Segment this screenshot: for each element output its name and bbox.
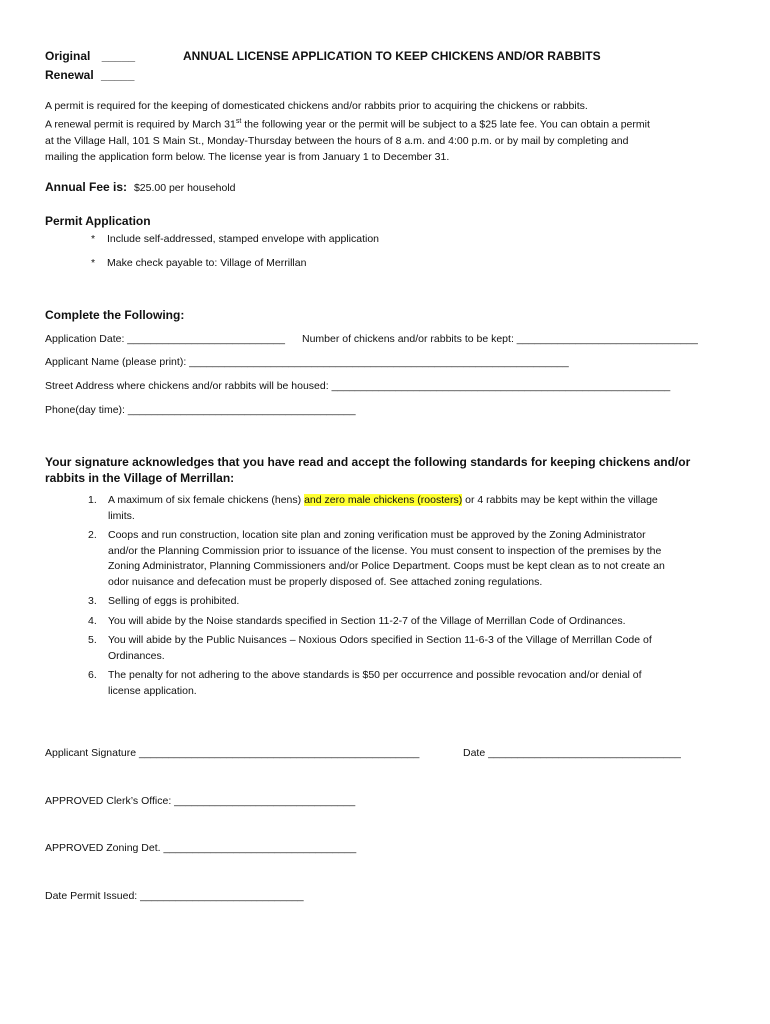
standard-item <box>88 528 728 590</box>
standard-item <box>88 493 728 524</box>
standard-item <box>88 594 728 610</box>
permit-item <box>91 233 379 245</box>
rule-5-line-1: You will abide by the Public Nuisances – Noxious Odors specified in Section 11-6-3 of the Village of Merrillan Code of <box>108 634 652 646</box>
item-number: 3. <box>88 595 97 607</box>
standard-item <box>88 614 728 630</box>
rule-1-text-b: or 4 rabbits may be kept within the village <box>462 494 658 506</box>
original-label-text: Original <box>45 49 91 63</box>
acknowledge-heading-line-2: rabbits in the Village of Merrillan: <box>45 471 235 485</box>
intro-line-1: A permit is required for the keeping of domesticated chickens and/or rabbits prior to acquiring the chickens or rabbits. <box>45 100 588 112</box>
application-date-field[interactable]: Application Date: ___________________________ <box>45 333 285 345</box>
complete-heading: Complete the Following: <box>45 308 185 322</box>
permit-heading: Permit Application <box>45 214 151 228</box>
permit-item-text: Include self-addressed, stamped envelope with application <box>107 233 380 245</box>
intro-line-2a: A renewal permit is required by March 31 <box>45 118 236 131</box>
acknowledge-heading-line-1: Your signature acknowledges that you have read and accept the following standards for keeping chickens and/or <box>45 455 691 469</box>
rule-6-line-1: The penalty for not adhering to the above standards is $50 per occurrence and possible revocation and/or denial of <box>108 669 642 681</box>
rule-5-line-2: Ordinances. <box>108 649 165 662</box>
intro-line-4: mailing the application form below. The license year is from January 1 to December 31. <box>45 150 450 163</box>
bullet-icon: * <box>91 257 96 269</box>
bullet-icon: * <box>91 233 96 245</box>
intro-line-2b: the following year or the permit will be subject to a $25 late fee. You can obtain a permit <box>241 118 650 131</box>
signature-date-field[interactable]: Date _________________________________ <box>463 747 681 759</box>
intro-line-2-sup: st <box>235 118 242 125</box>
item-number: 4. <box>88 614 97 627</box>
renewal-blank[interactable]: _____ <box>101 68 135 82</box>
rule-6-line-2: license application. <box>108 684 197 697</box>
annual-fee <box>45 180 236 194</box>
item-number: 6. <box>88 669 97 681</box>
item-number: 2. <box>88 529 97 541</box>
renewal-label-text: Renewal <box>45 68 94 82</box>
standard-item <box>88 633 728 664</box>
item-number: 1. <box>88 494 97 506</box>
original-label <box>45 49 135 63</box>
acknowledge-heading <box>45 454 690 486</box>
permit-item <box>91 257 306 269</box>
number-kept-field[interactable]: Number of chickens and/or rabbits to be kept: _______________________________ <box>302 333 698 345</box>
rule-4-line-1: You will abide by the Noise standards specified in Section 11-2-7 of the Village of Merrillan Code of Ordinances. <box>108 614 626 627</box>
highlighted-text: and zero male chickens (roosters) <box>304 494 463 506</box>
rule-1-text-a: A maximum of six female chickens (hens) <box>108 494 305 506</box>
standard-item <box>88 668 728 699</box>
applicant-name-field[interactable]: Applicant Name (please print): _________________________________________________________________ <box>45 356 569 368</box>
rule-2-line-2: and/or the Planning Commission prior to issuance of the license. You must consent to inspection of the premises by the <box>108 544 662 557</box>
annual-fee-value: $25.00 per household <box>133 182 236 194</box>
intro-line-2 <box>45 114 650 133</box>
rule-2-line-4: odor nuisance and defecation must be properly disposed of. See attached zoning regulations. <box>108 575 543 588</box>
intro-paragraph <box>45 98 650 165</box>
rule-3-line-1: Selling of eggs is prohibited. <box>108 595 240 607</box>
permit-item-text: Make check payable to: Village of Merrillan <box>107 257 307 269</box>
phone-field[interactable]: Phone(day time): _______________________________________ <box>45 404 356 416</box>
original-blank[interactable]: _____ <box>101 49 136 63</box>
approved-clerk-field[interactable]: APPROVED Clerk’s Office: _______________________________ <box>45 795 356 807</box>
rule-2-line-3: Zoning Administrator, Planning Commissioners and/or Police Department. Coops must be kept clean as to not create an <box>108 560 665 572</box>
document-title: ANNUAL LICENSE APPLICATION TO KEEP CHICKENS AND/OR RABBITS <box>183 49 601 63</box>
item-number: 5. <box>88 634 97 646</box>
rule-1-text-c: limits. <box>108 509 135 522</box>
date-permit-issued-field[interactable]: Date Permit Issued: ____________________________ <box>45 890 304 902</box>
applicant-signature-field[interactable]: Applicant Signature ________________________________________________ <box>45 747 420 759</box>
renewal-label <box>45 68 134 82</box>
street-address-field[interactable]: Street Address where chickens and/or rabbits will be housed: __________________________________________________________ <box>45 380 671 392</box>
intro-line-3: at the Village Hall, 101 S Main St., Monday-Thursday between the hours of 8 a.m. and 4:00 p.m. or by mail by completing and <box>45 134 629 147</box>
annual-fee-label: Annual Fee is: <box>45 180 128 194</box>
standards-list <box>88 493 728 703</box>
approved-zoning-field[interactable]: APPROVED Zoning Det. _________________________________ <box>45 842 357 854</box>
rule-2-line-1: Coops and run construction, location site plan and zoning verification must be approved by the Zoning Administrator <box>108 529 646 541</box>
